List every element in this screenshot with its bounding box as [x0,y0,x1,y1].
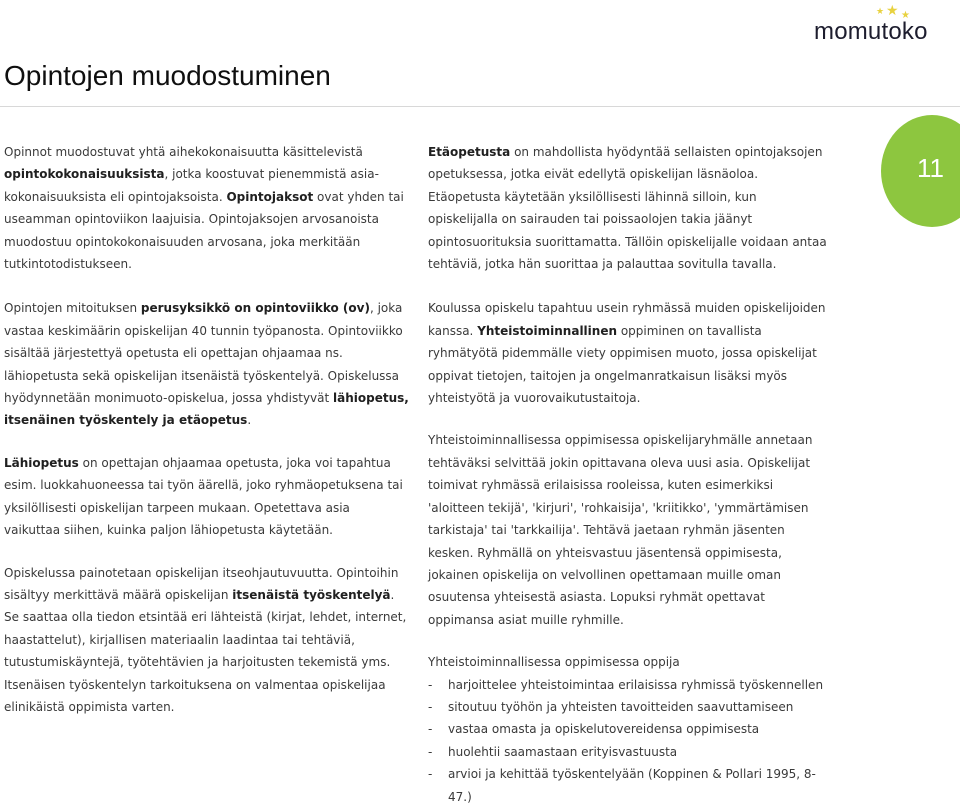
bold-term: Etäopetusta [428,145,511,159]
text-span: Opinnot muodostuvat yhtä aihekokonaisuutta käsittelevistä [4,145,363,159]
list-intro: Yhteistoiminnallisessa oppimisessa oppija [428,655,680,670]
star-icon: ★ [901,10,910,21]
bold-term: opintokokonaisuuksista [4,167,165,182]
dash-list [428,674,830,808]
text-span: on opettajan ohjaamaa opetusta, joka voi tapahtua esim. luokkahuoneessa tai työn äärellä, joko ryhmäopetuksena tai yksilöllisesti opiskelijan tarpeen mukaan. Opetettava asia vaikuttaa siihen, kuinka paljon lähiopetusta käytetään. [4,455,403,538]
left-paragraph-3 [4,452,409,542]
bold-term: Yhteistoiminnallinen [477,323,618,338]
list-item: - arvioi ja kehittää työskentelyään (Koppinen & Pollari 1995, 8-47.) [428,763,830,808]
right-paragraph-1 [428,141,830,275]
bold-term: Lähiopetus [4,455,79,470]
right-column [428,141,830,808]
bold-term: Opintojaksot [226,189,314,204]
right-paragraph-4 [428,651,830,808]
page-number: 11 [917,153,944,183]
text-span: ovat yhden tai useamman opintoviikon laajuisia. Opintojaksojen arvosanoista muodostuu opintokokonaisuuden arvosana, joka merkitään tutkintotodistukseen. [4,189,404,272]
bold-term: lähiopetus, itsenäinen työskentely ja etäopetus [4,391,409,428]
list-item: - sitoutuu työhön ja yhteisten tavoitteiden saavuttamiseen [428,696,830,718]
page-number-badge [881,115,960,227]
right-paragraph-3: Yhteistoiminnallisessa oppimisessa opiskelijaryhmälle annetaan tehtäväksi selvittää jokin opittavana oleva uusi asia. Opiskelijat toimivat ryhmässä erilaisissa rooleissa, kuten esimerkiksi 'aloitteen tekijä', 'kirjuri', 'rohkaisija', 'kriitikko', 'ymmärtämisen tarkistaja' tai 'tarkkailija'. Tehtävä jaetaan ryhmän jäsenten kesken. Ryhmällä on yhteisvastuu jäsentensä oppimisesta, jokainen opiskelija on velvollinen opettamaan muille oman osuutensa yhteisestä asiasta. Lopuksi ryhmät opettavat oppimansa asiat muille ryhmille. [428,433,813,627]
text-span: Opintojen mitoituksen [4,301,141,316]
text-span: oppiminen on tavallista ryhmätyötä pidemmälle viety oppimisen muoto, jossa opiskelijat oppivat tietojen, taitojen ja ongelmanratkaisun lisäksi myös yhteistyötä ja vuorovaikutustaitoja. [428,323,817,406]
right-paragraph-2 [428,297,830,409]
text-span: , jotka koostuvat pienemmistä asiakokonaisuuksista eli opintojaksoista. [4,167,379,204]
header-divider [0,106,960,107]
list-item: - harjoittelee yhteistoimintaa erilaisissa ryhmissä työskennellen [428,674,830,696]
list-item: - huolehtii saamastaan erityisvastuusta [428,741,830,763]
text-span: . [247,413,252,428]
list-item: - vastaa omasta ja opiskelutovereidensa oppimisesta [428,718,830,740]
left-paragraph-2 [4,297,409,431]
left-paragraph-4 [4,562,409,719]
bold-term: itsenäistä työskentelyä [232,587,391,602]
momutoko-logo [814,4,938,44]
text-span: Opiskelussa painotetaan opiskelijan itseohjautuvuutta. Opintoihin sisältyy merkittävä määrä opiskelijan [4,565,399,602]
logo-text: momutoko [814,18,928,45]
page-title: Opintojen muodostuminen [4,60,331,91]
star-icon: ★ [876,7,885,17]
text-span: Koulussa opiskelu tapahtuu usein ryhmässä muiden opiskelijoiden kanssa. [428,301,826,338]
text-span: , joka vastaa keskimäärin opiskelijan 40 tunnin työpanosta. Opintoviikko sisältää järjestettyä opetusta eli opettajan ohjaamaa ns. lähiopetusta sekä opiskelijan itsenäistä työskentelyä. Opiskelussa hyödynnetään monimuoto-opiskelua, jossa yhdistyvät [4,301,403,406]
star-icon: ★ [886,3,899,19]
left-column [4,141,409,718]
text-span: . Se saattaa olla tiedon etsintää eri lähteistä (kirjat, lehdet, internet, haastattelut), kirjallisen materiaalin laadintaa tai tehtäviä, tutustumiskäyntejä, työtehtävien ja harjoitusten tekemistä yms. Itsenäisen työskentelyn tarkoituksena on valmentaa opiskelijaa elinikäistä oppimista varten. [4,587,407,714]
left-paragraph-1 [4,141,409,275]
bold-term: perusyksikkö on opintoviikko (ov) [140,301,370,316]
text-span: on mahdollista hyödyntää sellaisten opintojaksojen opetuksessa, jotka eivät edellytä opiskelijan läsnäoloa. Etäopetusta käytetään yksilöllisesti lähinnä silloin, kun opiskelijalla on sairauden tai poissaolojen takia jäänyt opintosuorituksia suorittamatta. Tällöin opiskelijalle voidaan antaa tehtäviä, jotka hän suorittaa ja palauttaa sovitulla tavalla. [428,145,827,272]
